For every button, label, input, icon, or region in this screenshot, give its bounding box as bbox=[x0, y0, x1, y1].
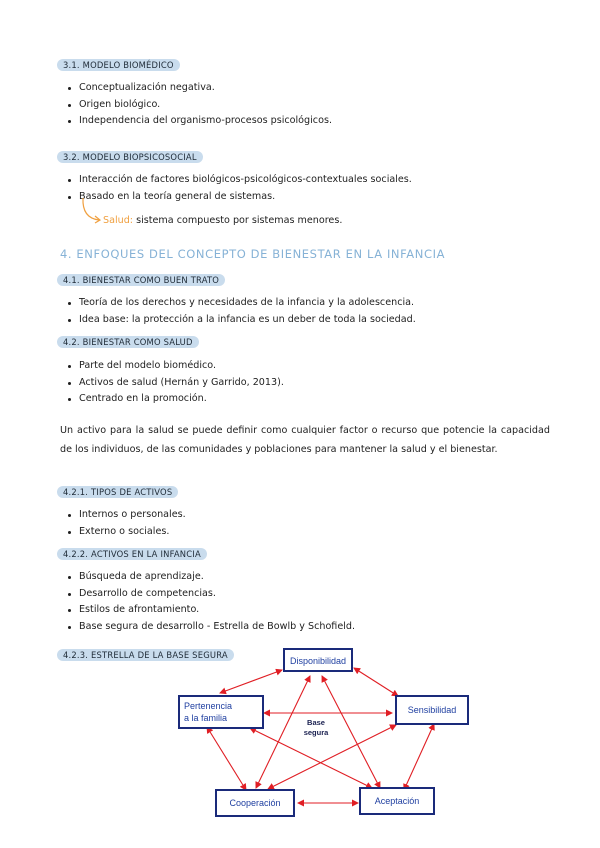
section-4-2-2-heading: 4.2.2. ACTIVOS EN LA INFANCIA bbox=[57, 548, 207, 560]
center-label: Base bbox=[307, 718, 325, 727]
salud-keyword: Salud: bbox=[103, 215, 134, 226]
arrow-disponibilidad-pertenencia bbox=[220, 670, 282, 693]
section-3-2-list bbox=[66, 172, 412, 205]
estrella-base-segura-diagram bbox=[160, 640, 480, 820]
list-item: Independencia del organismo-procesos psicológicos. bbox=[66, 113, 332, 130]
list-item: Activos de salud (Hernán y Garrido, 2013). bbox=[66, 375, 284, 392]
section-3-1-list bbox=[66, 80, 332, 130]
section-4-2-3-heading: 4.2.3. ESTRELLA DE LA BASE SEGURA bbox=[57, 649, 234, 661]
list-item: Externo o sociales. bbox=[66, 524, 186, 541]
list-item: Origen biológico. bbox=[66, 97, 332, 114]
section-4-2-list bbox=[66, 358, 284, 408]
section-3-2-heading: 3.2. MODELO BIOPSICOSOCIAL bbox=[57, 151, 203, 163]
list-item: Interacción de factores biológicos-psicológicos-contextuales sociales. bbox=[66, 172, 412, 189]
salud-text: sistema compuesto por sistemas menores. bbox=[133, 215, 343, 226]
node-aceptacion bbox=[360, 788, 434, 814]
section-4-2-1-heading: 4.2.1. TIPOS DE ACTIVOS bbox=[57, 486, 178, 498]
node-label: Cooperación bbox=[229, 798, 281, 808]
list-item: Conceptualización negativa. bbox=[66, 80, 332, 97]
node-disponibilidad bbox=[284, 649, 352, 671]
node-label: Aceptación bbox=[374, 796, 420, 806]
list-item: Internos o personales. bbox=[66, 507, 186, 524]
salud-definition bbox=[103, 213, 342, 229]
section-4-2-2-list bbox=[66, 569, 355, 635]
list-item: Base segura de desarrollo - Estrella de Bowlb y Schofield. bbox=[66, 619, 355, 636]
arrow-disponibilidad-sensibilidad bbox=[354, 668, 398, 696]
section-4-heading: 4. ENFOQUES DEL CONCEPTO DE BIENESTAR EN LA INFANCIA bbox=[60, 247, 446, 261]
section-4-2-heading: 4.2. BIENESTAR COMO SALUD bbox=[57, 336, 199, 348]
node-cooperacion bbox=[216, 790, 294, 816]
section-4-1-heading: 4.1. BIENESTAR COMO BUEN TRATO bbox=[57, 274, 225, 286]
list-item: Idea base: la protección a la infancia es un deber de toda la sociedad. bbox=[66, 312, 416, 329]
node-sensibilidad bbox=[396, 696, 468, 724]
list-item: Parte del modelo biomédico. bbox=[66, 358, 284, 375]
list-item: Desarrollo de competencias. bbox=[66, 586, 355, 603]
center-label: segura bbox=[303, 728, 329, 737]
arrow-cooperacion-pertenencia bbox=[207, 727, 246, 790]
arrow-sensibilidad-aceptacion bbox=[404, 724, 434, 790]
node-label: a la familia bbox=[184, 713, 228, 723]
list-item: Búsqueda de aprendizaje. bbox=[66, 569, 355, 586]
list-item: Estilos de afrontamiento. bbox=[66, 602, 355, 619]
section-3-1-heading: 3.1. MODELO BIOMÉDICO bbox=[57, 59, 180, 71]
list-item: Centrado en la promoción. bbox=[66, 391, 284, 408]
list-item: Basado en la teoría general de sistemas. bbox=[66, 189, 412, 206]
node-pertenencia bbox=[179, 696, 263, 728]
node-label: Pertenencia bbox=[184, 701, 233, 711]
list-item: Teoría de los derechos y necesidades de la infancia y la adolescencia. bbox=[66, 295, 416, 312]
section-4-1-list bbox=[66, 295, 416, 328]
node-label: Sensibilidad bbox=[407, 705, 457, 715]
activo-salud-paragraph: Un activo para la salud se puede definir como cualquier factor o recurso que potencie la capacidad de los individuos, de las comunidades y poblaciones para mantener la salud y el bienestar. bbox=[60, 425, 550, 455]
node-label: Disponibilidad bbox=[289, 656, 347, 666]
section-4-2-1-list bbox=[66, 507, 186, 540]
